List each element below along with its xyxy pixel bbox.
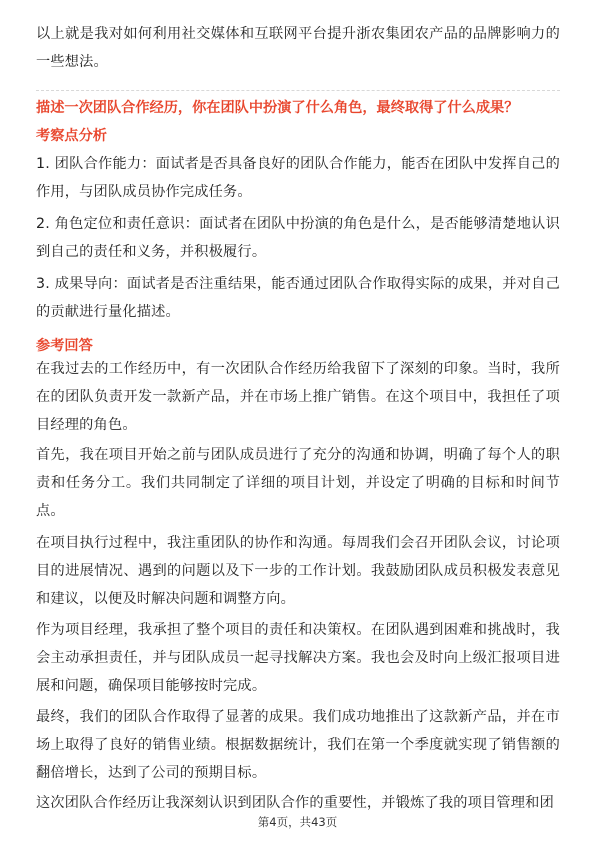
question-title: 描述一次团队合作经历，你在团队中扮演了什么角色，最终取得了什么成果？	[36, 100, 519, 116]
analysis-point: 2. 角色定位和责任意识：面试者在团队中扮演的角色是什么，是否能够清楚地认识到自己的责任和义务，并积极履行。	[36, 216, 560, 260]
analysis-heading: 考察点分析	[36, 128, 107, 144]
analysis-point: 3. 成果导向：面试者是否注重结果，能否通过团队合作取得实际的成果，并对自己的贡献进行量化描述。	[36, 276, 560, 320]
answer-paragraph: 首先，我在项目开始之前与团队成员进行了充分的沟通和协调，明确了每个人的职责和任务分工。我们共同制定了详细的项目计划，并设定了明确的目标和时间节点。	[36, 447, 560, 519]
section-divider	[36, 90, 560, 91]
answer-paragraph: 在我过去的工作经历中，有一次团队合作经历给我留下了深刻的印象。当时，我所在的团队负责开发一款新产品，并在市场上推广销售。在这个项目中，我担任了项目经理的角色。	[36, 361, 560, 433]
analysis-point: 1. 团队合作能力：面试者是否具备良好的团队合作能力，能否在团队中发挥自己的作用，与团队成员协作完成任务。	[36, 156, 560, 200]
intro-paragraph: 以上就是我对如何利用社交媒体和互联网平台提升浙农集团农产品的品牌影响力的一些想法。	[36, 26, 560, 70]
answer-paragraph: 这次团队合作经历让我深刻认识到团队合作的重要性，并锻炼了我的项目管理和团	[36, 795, 554, 811]
answer-paragraph: 在项目执行过程中，我注重团队的协作和沟通。每周我们会召开团队会议，讨论项目的进展情况、遇到的问题以及下一步的工作计划。我鼓励团队成员积极发表意见和建议，以便及时解决问题和调整方向。	[36, 535, 560, 607]
page-number: 第4页，共43页	[257, 815, 338, 829]
answer-paragraph: 作为项目经理，我承担了整个项目的责任和决策权。在团队遇到困难和挑战时，我会主动承担责任，并与团队成员一起寻找解决方案。我也会及时向上级汇报项目进展和问题，确保项目能够按时完成。	[36, 622, 560, 694]
answer-heading: 参考回答	[36, 338, 93, 354]
answer-paragraph: 最终，我们的团队合作取得了显著的成果。我们成功地推出了这款新产品，并在市场上取得了良好的销售业绩。根据数据统计，我们在第一个季度就实现了销售额的翻倍增长，达到了公司的预期目标。	[36, 709, 560, 781]
